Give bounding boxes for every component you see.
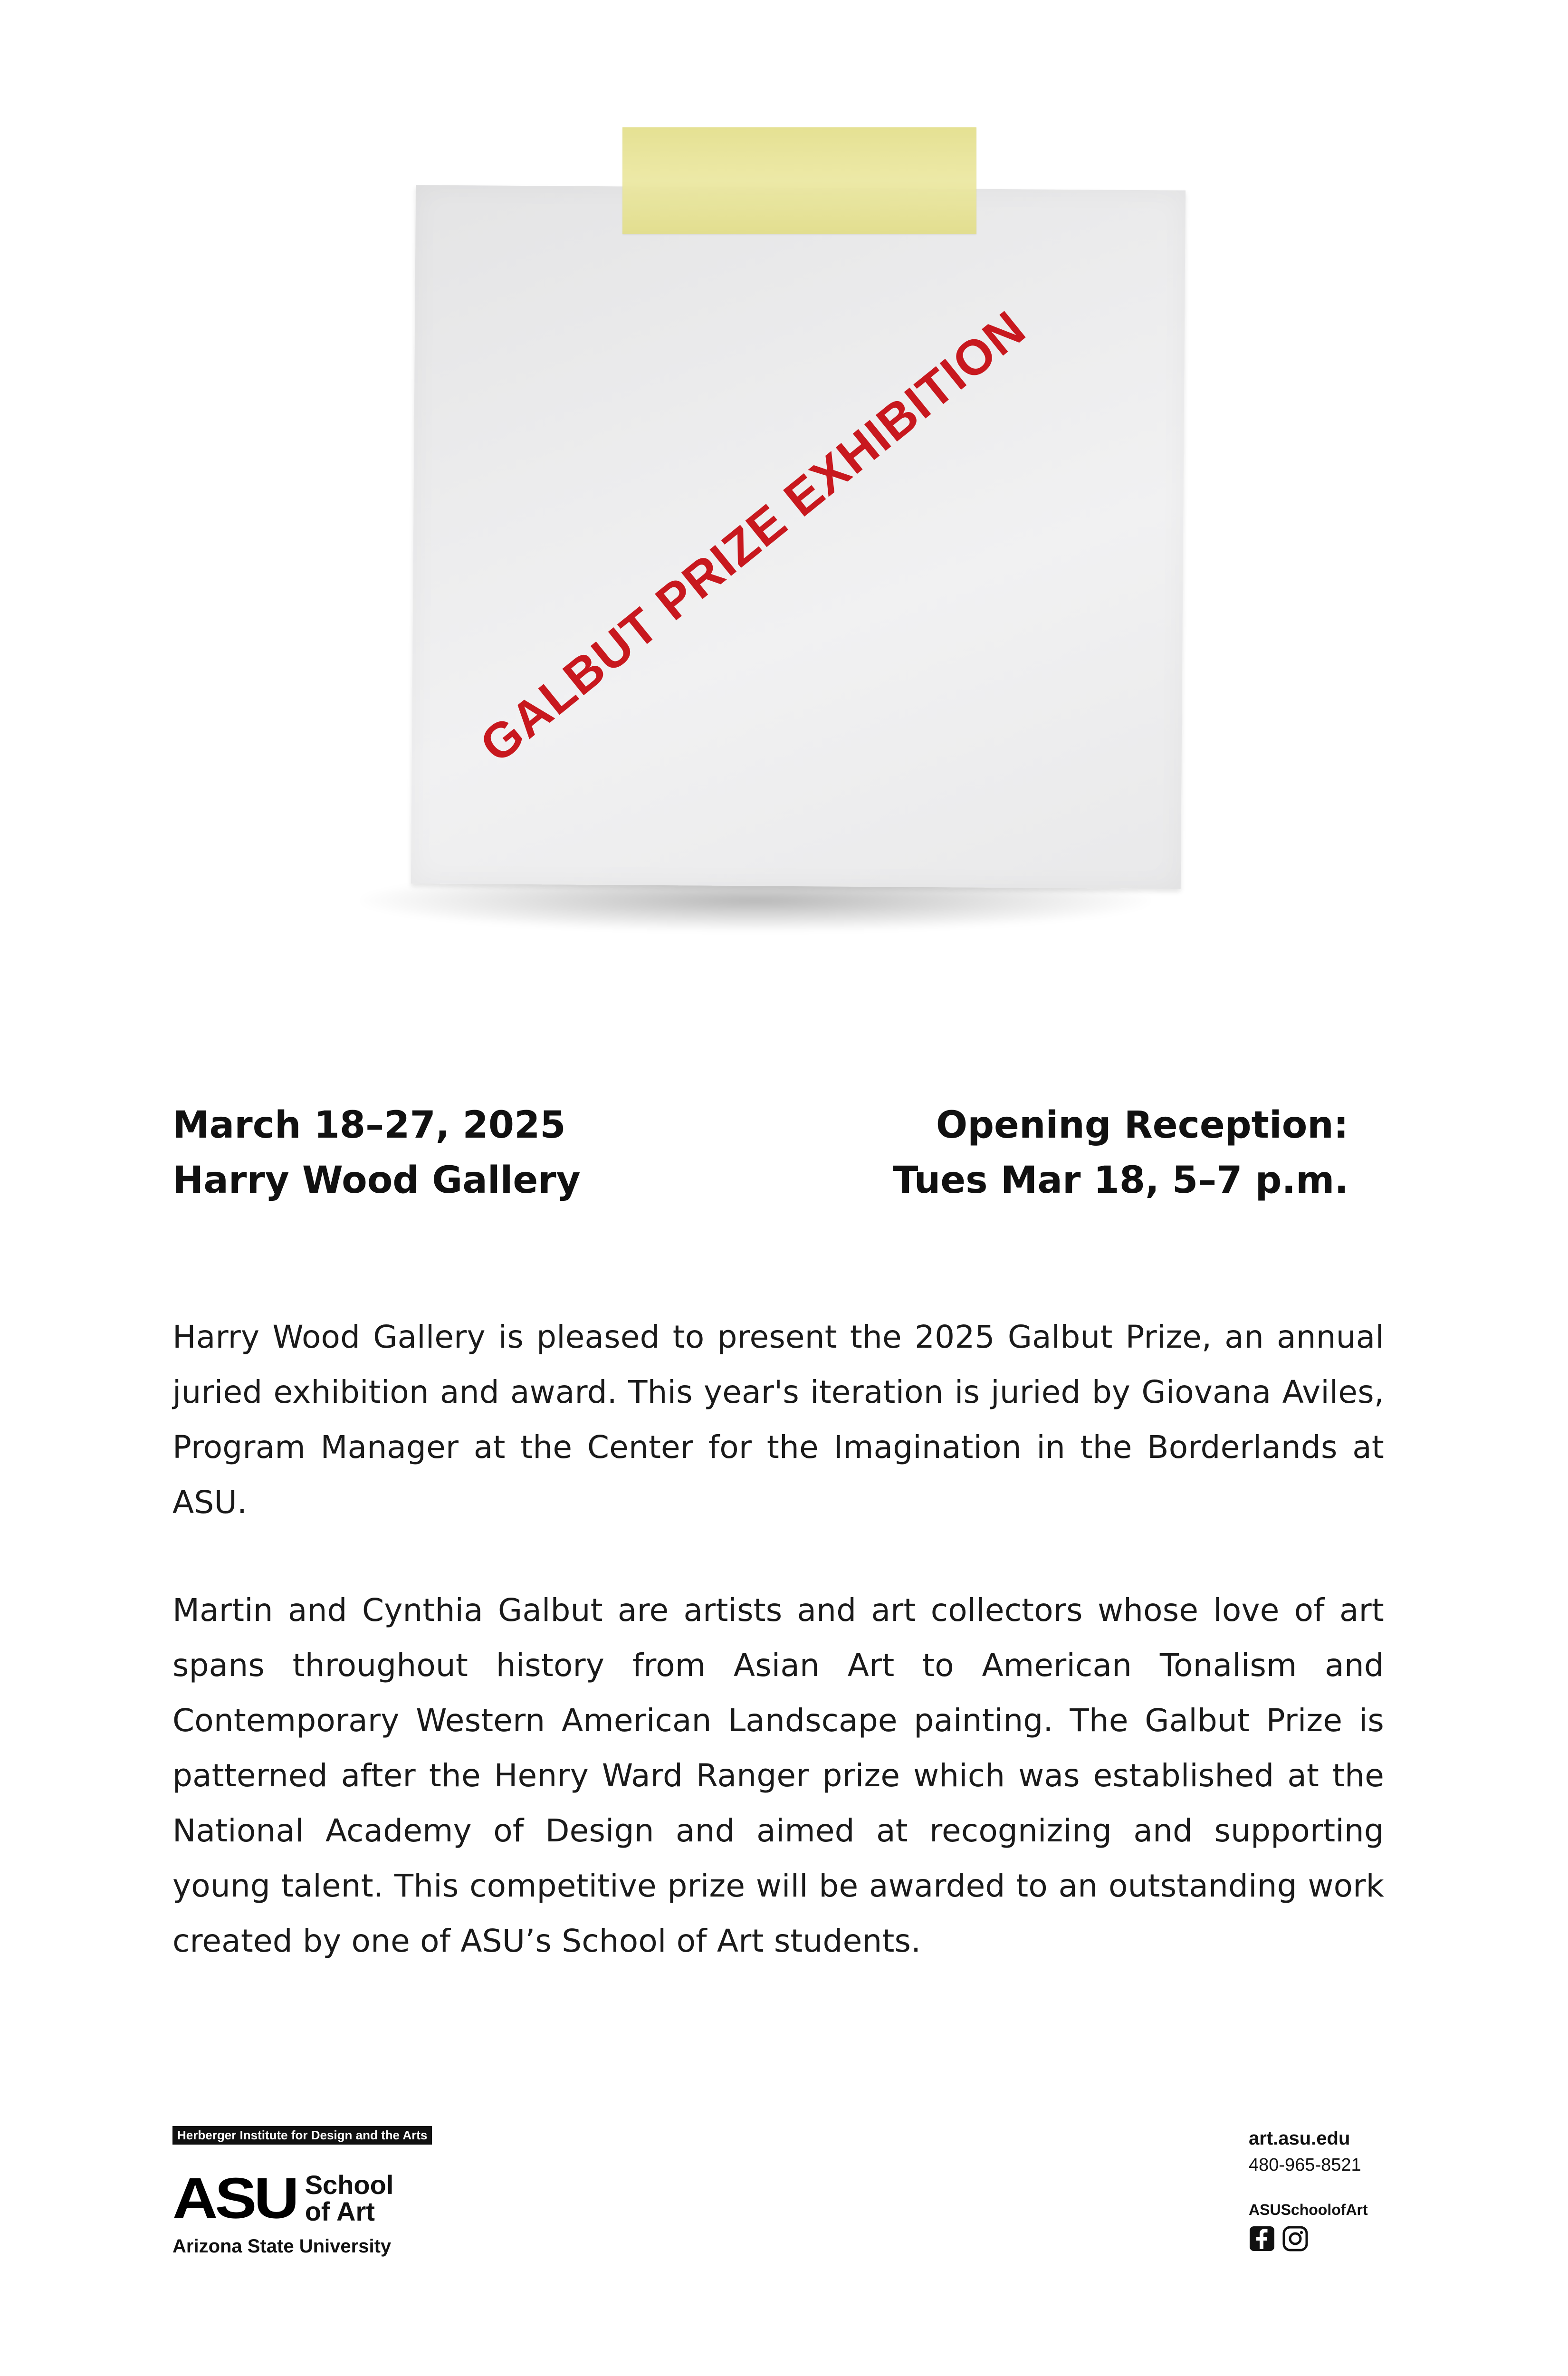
reception-label: Opening Reception: (936, 1104, 1348, 1147)
description-paragraph-2: Martin and Cynthia Galbut are artists and art collectors whose love of art spans throughout history from Asian Art to American Tonalism and Contemporary Western American Landscape painting. The Galbut Prize is patterned after the Henry Ward Ranger prize which was established at the National Academy of Design and aimed at recognizing and supporting young talent. This competitive prize will be awarded to an outstanding work created by one of ASU’s School of Art students. (172, 1592, 1384, 1959)
sticky-note (411, 185, 1186, 889)
facebook-icon[interactable] (1249, 2225, 1275, 2252)
herberger-institute-label: Herberger Institute for Design and the Arts (172, 2126, 432, 2145)
school-of-art-wordmark (305, 2172, 394, 2225)
contact-block (1249, 2125, 1368, 2252)
event-dates: March 18–27, 2025 (172, 1104, 566, 1147)
reception-time: Tues Mar 18, 5–7 p.m. (893, 1159, 1348, 1202)
event-details (172, 1098, 581, 1208)
university-name: Arizona State University (172, 2236, 392, 2257)
website-link[interactable]: art.asu.edu (1249, 2128, 1350, 2149)
tape-strip (622, 127, 976, 234)
reception-details (893, 1098, 1348, 1208)
asu-logo-mark: ASU (172, 2165, 296, 2231)
social-icons (1249, 2225, 1368, 2252)
phone-number: 480-965-8521 (1249, 2155, 1361, 2175)
instagram-icon[interactable] (1282, 2225, 1309, 2252)
description-paragraph-1: Harry Wood Gallery is pleased to present the 2025 Galbut Prize, an annual juried exhibition and award. This year's iteration is juried by Giovana Aviles, Program Manager at the Center for the Imagination in the Borderlands at ASU. (172, 1319, 1384, 1521)
exhibition-stamp-title: GALBUT PRIZE EXHIBITION (470, 300, 1036, 774)
event-venue: Harry Wood Gallery (172, 1159, 581, 1202)
unit-line-2: of Art (305, 2196, 375, 2226)
asu-logo (172, 2167, 393, 2230)
unit-line-1: School (305, 2170, 394, 2200)
social-handle: ASUSchoolofArt (1249, 2201, 1368, 2218)
